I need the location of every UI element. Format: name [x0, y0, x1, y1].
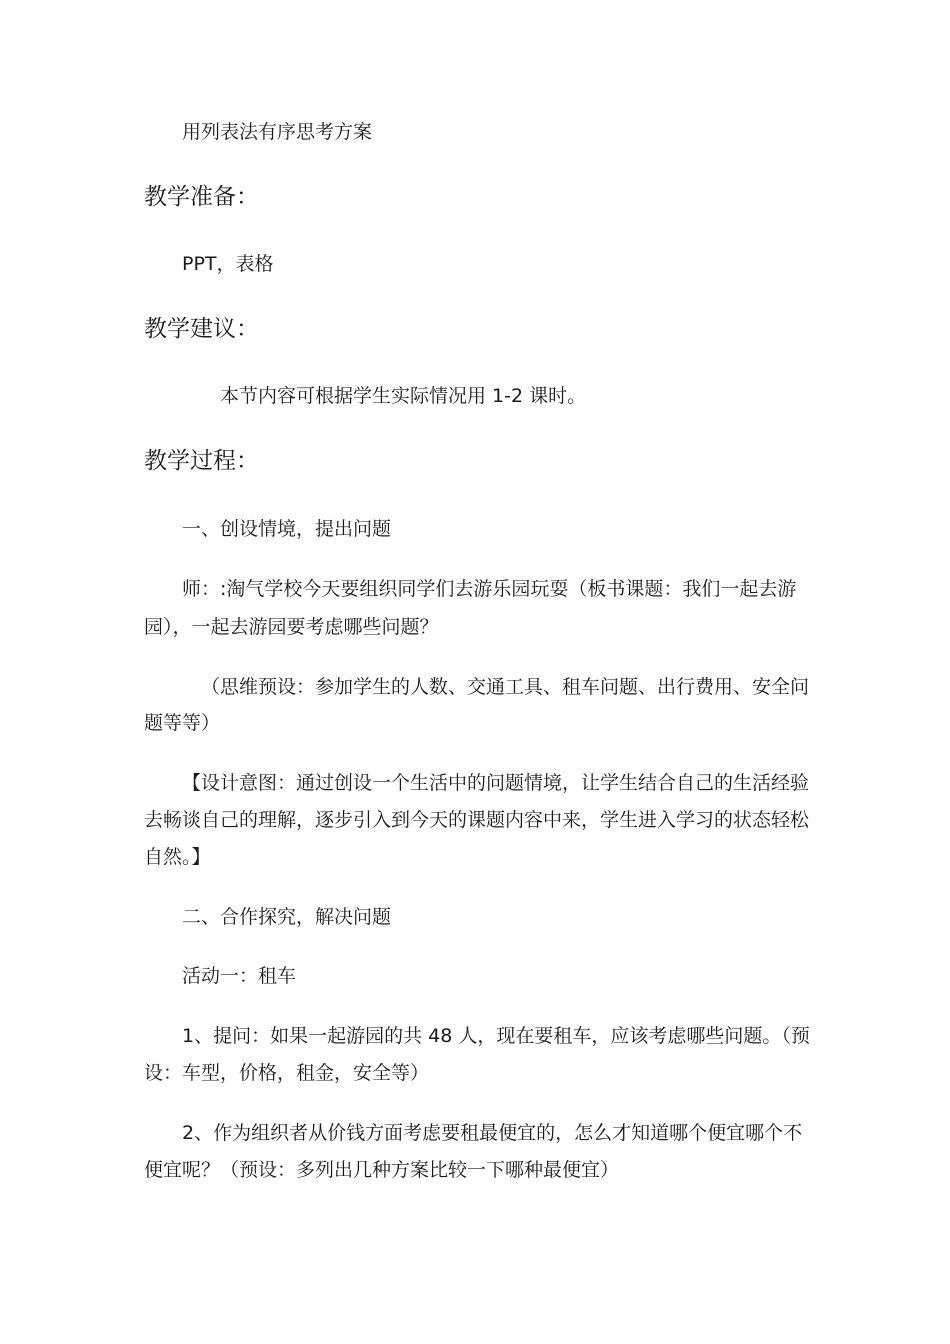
advice-heading: 教学建议：: [144, 316, 259, 342]
teacher-line-2: 园），一起去游园要考虑哪些问题？: [144, 616, 439, 638]
question1-line-2: 设：车型，价格，租金，安全等）: [144, 1062, 430, 1084]
design-line-3: 自然。】: [144, 846, 211, 868]
advice-text: 本节内容可根据学生实际情况用 1-2 课时。: [220, 385, 587, 407]
teacher-line-1: 师：:淘气学校今天要组织同学们去游乐园玩耍（板书课题：我们一起去游: [182, 578, 797, 600]
design-line-1: 【设计意图：通过创设一个生活中的问题情境，让学生结合自己的生活经验: [182, 772, 810, 794]
section1-title: 一、创设情境，提出问题: [182, 518, 392, 540]
question2-line-2: 便宜呢？（预设：多列出几种方案比较一下哪种最便宜）: [144, 1159, 620, 1181]
question1-line-1: 1、提问：如果一起游园的共 48 人，现在要租车，应该考虑哪些问题。（预: [182, 1025, 810, 1047]
design-line-2: 去畅谈自己的理解，逐步引入到今天的课题内容中来，学生进入学习的状态轻松: [144, 809, 810, 831]
prep-text: PPT，表格: [182, 253, 274, 275]
prep-heading: 教学准备：: [144, 184, 259, 210]
section2-title: 二、合作探究，解决问题: [182, 906, 392, 928]
activity1-title: 活动一：租车: [182, 965, 297, 987]
process-heading: 教学过程：: [144, 448, 259, 474]
question2-line-1: 2、作为组织者从价钱方面考虑要租最便宜的，怎么才知道哪个便宜哪个不: [182, 1122, 803, 1144]
preset-line-2: 题等等）: [144, 712, 221, 734]
intro-line: 用列表法有序思考方案: [182, 121, 373, 143]
preset-line-1: （思维预设：参加学生的人数、交通工具、租车问题、出行费用、安全问: [201, 676, 810, 698]
